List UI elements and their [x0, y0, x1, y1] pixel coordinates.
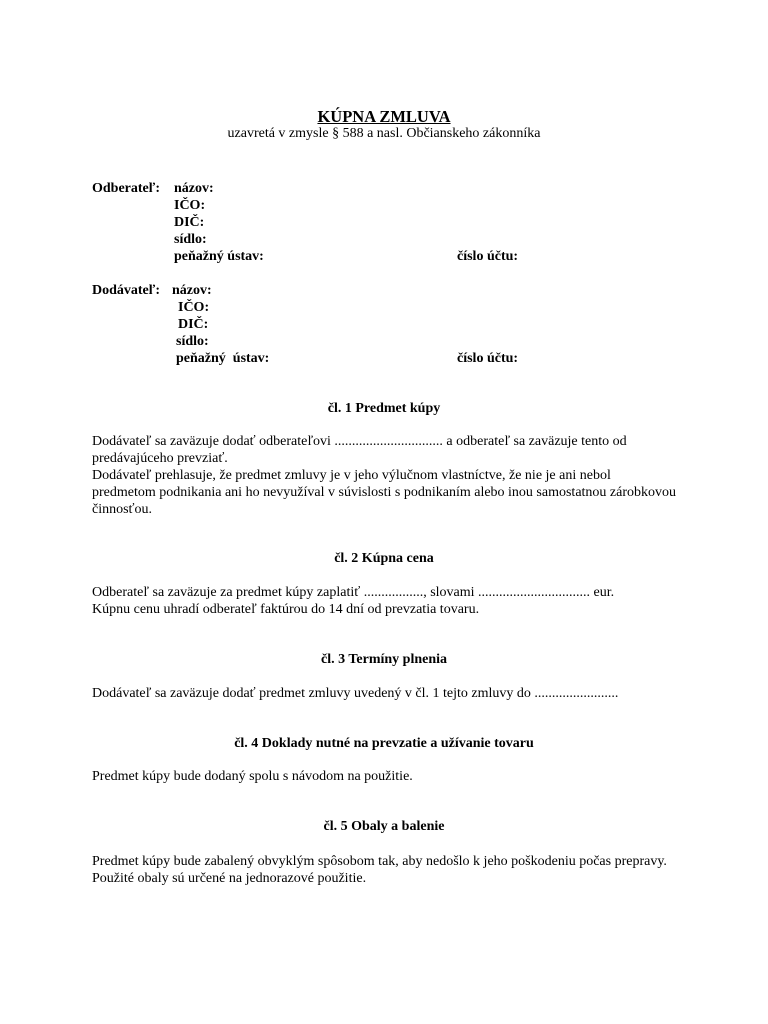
supplier-dic-label: DIČ: — [178, 317, 209, 332]
section-5-body — [92, 853, 676, 887]
section-4-paragraph: Predmet kúpy bude dodaný spolu s návodom na použitie. — [92, 769, 413, 784]
supplier-bank-label: peňažný ústav: — [176, 351, 270, 366]
section-2-paragraph: Kúpnu cenu uhradí odberateľ faktúrou do 14 dní od prevzatia tovaru. — [92, 602, 480, 617]
buyer-dic-label: DIČ: — [174, 215, 205, 230]
document-subtitle: uzavretá v zmysle § 588 a nasl. Občianskeho zákonníka — [227, 126, 541, 141]
section-5-heading: čl. 5 Obaly a balenie — [323, 819, 445, 834]
section-1-body — [92, 433, 676, 518]
supplier-account-label: číslo účtu: — [457, 351, 519, 366]
document-title: KÚPNA ZMLUVA — [317, 107, 451, 126]
supplier-role-label: Dodávateľ: — [92, 283, 160, 298]
section-2-body — [92, 584, 676, 618]
section-1-paragraph: Dodávateľ prehlasuje, že predmet zmluvy je v jeho výlučnom vlastníctve, že nie je ani nebol predmetom podnikania ani ho nevyužíval v súvislosti s podnikaním alebo inou samostatnou zárobkovou činnosťou. — [92, 468, 677, 517]
buyer-name-label: názov: — [174, 181, 214, 196]
buyer-ico-label: IČO: — [174, 198, 206, 213]
buyer-account-label: číslo účtu: — [457, 249, 519, 264]
section-3-heading: čl. 3 Termíny plnenia — [320, 652, 448, 667]
section-1-paragraph: Dodávateľ sa zaväzuje dodať odberateľovi ............................... a odberateľ sa zaväzuje tento od predávajúceho prevziať. — [92, 434, 627, 466]
supplier-seat-label: sídlo: — [176, 334, 209, 349]
section-3-body — [92, 685, 676, 702]
buyer-bank-label: peňažný ústav: — [174, 249, 264, 264]
supplier-name-label: názov: — [172, 283, 212, 298]
buyer-role-label: Odberateľ: — [92, 181, 160, 196]
buyer-seat-label: sídlo: — [174, 232, 207, 247]
section-1-heading: čl. 1 Predmet kúpy — [327, 401, 441, 416]
section-3-paragraph: Dodávateľ sa zaväzuje dodať predmet zmluvy uvedený v čl. 1 tejto zmluvy do ........................ — [92, 686, 619, 701]
supplier-ico-label: IČO: — [178, 300, 210, 315]
section-2-heading: čl. 2 Kúpna cena — [334, 551, 434, 566]
section-2-paragraph: Odberateľ sa zaväzuje za predmet kúpy zaplatiť ................., slovami ................................ eur. — [92, 585, 615, 600]
section-5-paragraph: Predmet kúpy bude zabalený obvyklým spôsobom tak, aby nedošlo k jeho poškodeniu počas prepravy. Použité obaly sú určené na jednorazové použitie. — [92, 854, 667, 886]
section-4-heading: čl. 4 Doklady nutné na prevzatie a užívanie tovaru — [234, 736, 534, 751]
section-4-body — [92, 768, 676, 785]
